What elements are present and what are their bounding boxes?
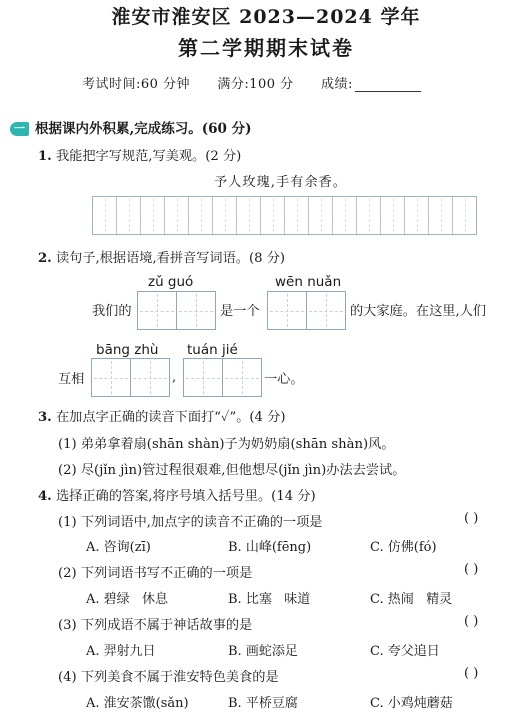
sentence-part: ,: [172, 370, 177, 385]
question-4: [38, 485, 316, 504]
sentence-part: 一心。: [264, 372, 304, 387]
option-b: B. 平桥豆腐: [228, 696, 298, 711]
pinyin-bangzhu: bāng zhù: [96, 342, 159, 358]
section-heading: [10, 117, 251, 137]
option-c: C. 仿佛(fó): [370, 540, 437, 555]
full-score: 满分:100 分: [217, 77, 294, 92]
section-badge: 一: [10, 122, 29, 136]
q4-stem-2: (2) 下列词语书写不正确的一项是: [58, 566, 253, 581]
sentence-part: 我们的: [92, 304, 132, 319]
option-a: A. 淮安茶馓(sǎn): [86, 696, 189, 711]
exam-title-line1: 淮安市淮安区 2023—2024 学年: [111, 6, 421, 28]
question-number: 3.: [38, 410, 52, 425]
question-number: 2.: [38, 251, 52, 266]
answer-box-zuguo[interactable]: [137, 291, 216, 330]
question-number: 4.: [38, 489, 52, 504]
option-c: C. 热闹 精灵: [370, 592, 453, 607]
q4-stem-1: (1) 下列词语中,加点字的读音不正确的一项是: [58, 515, 323, 530]
exam-title-line2: 第二学期期末试卷: [178, 36, 354, 60]
answer-paren[interactable]: ( ): [464, 562, 479, 577]
answer-box-tuanjie[interactable]: [183, 358, 262, 397]
question-number: 1.: [38, 149, 52, 164]
question-text: 读句子,根据语境,看拼音写词语。(8 分): [55, 251, 286, 266]
answer-paren[interactable]: ( ): [464, 511, 479, 526]
answer-paren[interactable]: ( ): [464, 666, 479, 681]
sentence-part: 互相: [58, 372, 85, 387]
answer-paren[interactable]: ( ): [464, 614, 479, 629]
option-a: A. 羿射九日: [86, 644, 156, 659]
pinyin-wennuan: wēn nuǎn: [275, 274, 342, 290]
option-b: B. 山峰(fēng): [228, 540, 312, 555]
writing-grid[interactable]: [92, 196, 477, 235]
exam-meta: [82, 73, 421, 92]
pinyin-zuguo: zǔ guó: [148, 274, 194, 290]
answer-box-wennuan[interactable]: [267, 291, 346, 330]
q3-item-2: (2) 尽(jǐn jìn)管过程很艰难,但他想尽(jǐn jìn)办法去尝试。: [58, 463, 406, 478]
model-sentence: 予人玫瑰,手有余香。: [214, 175, 347, 190]
question-text: 在加点字正确的读音下面打“✓”。(4 分): [55, 410, 286, 425]
option-b: B. 画蛇添足: [228, 644, 298, 659]
sentence-part: 是一个: [220, 304, 260, 319]
option-c: C. 小鸡炖蘑菇: [370, 696, 453, 711]
option-a: A. 咨询(zī): [86, 540, 151, 555]
q4-stem-3: (3) 下列成语不属于神话故事的是: [58, 618, 253, 633]
pinyin-tuanjie: tuán jié: [187, 342, 238, 358]
option-c: C. 夸父追日: [370, 644, 440, 659]
grade-blank[interactable]: [355, 79, 421, 92]
question-2: [38, 247, 285, 266]
answer-box-bangzhu[interactable]: [91, 358, 170, 397]
section-title: 根据课内外积累,完成练习。(60 分): [35, 121, 252, 137]
grade-label: 成绩:: [320, 77, 353, 92]
exam-time: 考试时间:60 分钟: [82, 77, 191, 92]
question-text: 我能把字写规范,写美观。(2 分): [55, 149, 242, 164]
option-a: A. 碧绿 休息: [86, 592, 169, 607]
q4-stem-4: (4) 下列美食不属于淮安特色美食的是: [58, 670, 279, 685]
question-3: [38, 406, 285, 425]
q3-item-1: (1) 弟弟拿着扇(shān shàn)子为奶奶扇(shān shàn)风。: [58, 437, 395, 452]
question-1: [38, 145, 241, 164]
sentence-part: 的大家庭。在这里,人们: [350, 304, 487, 319]
option-b: B. 比塞 味道: [228, 592, 311, 607]
question-text: 选择正确的答案,将序号填入括号里。(14 分): [55, 489, 316, 504]
